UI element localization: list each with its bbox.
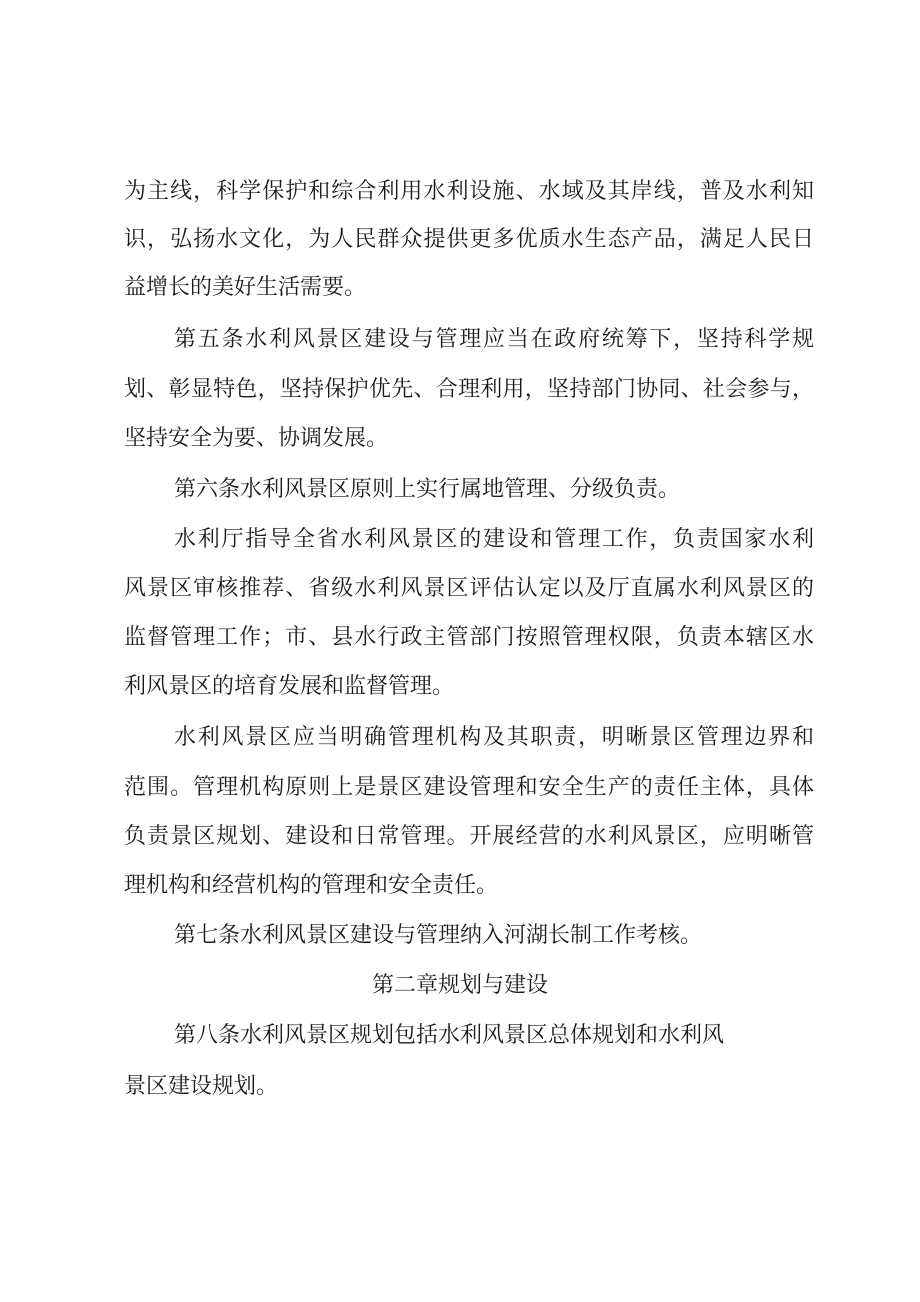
article-5-line: 第五条水利风景区建设与管理应当在政府统筹下，坚持科学规: [174, 327, 814, 352]
paragraph-line: 负责景区规划、建设和日常管理。开展经营的水利风景区，应明晰管: [124, 824, 814, 849]
paragraph-line: 水利厅指导全省水利风景区的建设和管理工作，负责国家水利: [174, 527, 814, 552]
paragraph-line: 益增长的美好生活需要。: [124, 275, 367, 300]
article-6-line: 第六条水利风景区原则上实行属地管理、分级负责。: [174, 477, 681, 502]
article-5-line: 坚持安全为要、协调发展。: [124, 426, 389, 451]
paragraph-line: 理机构和经营机构的管理和安全责任。: [124, 873, 499, 898]
article-5-line: 划、彰显特色，坚持保护优先、合理利用，坚持部门协同、社会参与，: [124, 377, 814, 402]
paragraph-line: 利风景区的培育发展和监督管理。: [124, 674, 455, 699]
article-8-line: 景区建设规划。: [124, 1074, 279, 1099]
paragraph-line: 水利风景区应当明确管理机构及其职责，明晰景区管理边界和: [174, 725, 814, 750]
paragraph-line: 范围。管理机构原则上是景区建设管理和安全生产的责任主体，具体: [124, 775, 814, 800]
paragraph-line: 识，弘扬水文化，为人民群众提供更多优质水生态产品，满足人民日: [124, 227, 814, 252]
article-7-line: 第七条水利风景区建设与管理纳入河湖长制工作考核。: [174, 923, 703, 948]
paragraph-line: 风景区审核推荐、省级水利风景区评估认定以及厅直属水利风景区的: [124, 576, 814, 601]
chapter-heading: 第二章规划与建设: [371, 973, 548, 998]
article-8-line: 第八条水利风景区规划包括水利风景区总体规划和水利风: [174, 1023, 725, 1048]
paragraph-line: 为主线，科学保护和综合利用水利设施、水域及其岸线，普及水利知: [124, 179, 814, 204]
paragraph-line: 监督管理工作；市、县水行政主管部门按照管理权限，负责本辖区水: [124, 625, 814, 650]
